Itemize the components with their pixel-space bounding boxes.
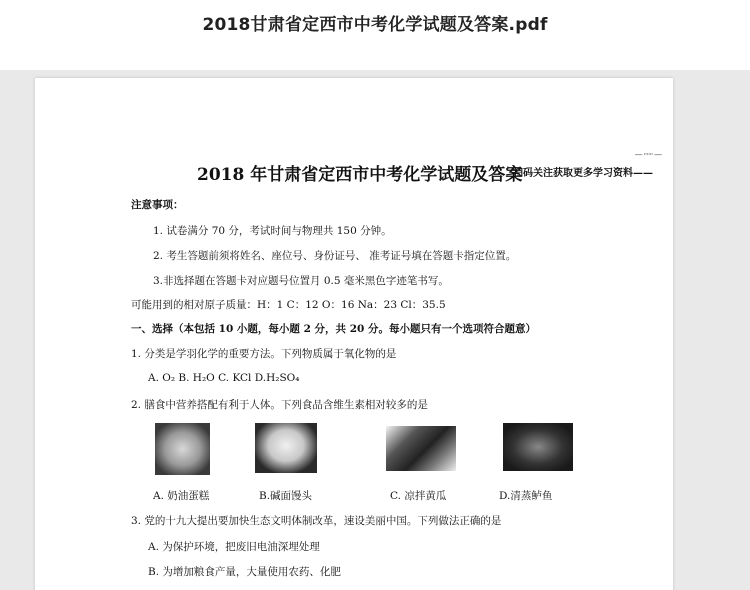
- notice-item: 2. 考生答题前须将姓名、座位号、身份证号、 准考证号填在答题卡指定位置。: [153, 250, 517, 262]
- question-2-stem: 2. 膳食中营养搭配有利于人体。下列食品含维生素相对较多的是: [131, 399, 428, 411]
- page-title: 2018 年甘肃省定西市中考化学试题及答案: [197, 165, 523, 185]
- steamed-bun-image: [255, 423, 317, 473]
- question-1-stem: 1. 分类是学羽化学的重要方法。下列物质属于氧化物的是: [131, 348, 397, 360]
- fish-image: [503, 423, 573, 471]
- question-2-option-a: A. 奶油蛋糕: [153, 490, 210, 502]
- cake-image: [155, 423, 210, 475]
- question-3-option-a: A. 为保护环境，把废旧电油深埋处理: [148, 541, 320, 553]
- question-2-option-b: B.碱面馒头: [259, 490, 313, 502]
- notice-item: 1. 试卷满分 70 分，考试时间与物理共 150 分钟。: [153, 225, 392, 237]
- cucumber-image: [386, 426, 456, 471]
- qr-note: 扫码关注获取更多学习资料——: [513, 168, 653, 179]
- viewer-header: [0, 0, 750, 70]
- notice-heading: 注意事项：: [131, 199, 184, 211]
- question-2-option-c: C. 凉拌黄瓜: [390, 490, 447, 502]
- question-3-stem: 3. 党的十九大提出要加快生态文明体制改革，速设美丽中国。下列做法正确的是: [131, 515, 502, 527]
- question-1-options: A. O₂ B. H₂O C. KCl D.H₂SO₄: [148, 372, 300, 384]
- file-title: 2018甘肃省定西市中考化学试题及答案.pdf: [202, 15, 548, 35]
- header-mark: — ······ —: [634, 150, 661, 159]
- atomic-mass-line: 可能用到的相对原子质量：H：1 C：12 O：16 Na：23 Cl：35.5: [131, 299, 446, 311]
- question-3-option-b: B. 为增加粮食产量，大量使用农药、化肥: [148, 566, 341, 578]
- pdf-viewer-area[interactable]: [0, 70, 750, 590]
- pdf-page: [35, 78, 673, 590]
- section-heading: 一、选择（本包括 10 小题，每小题 2 分，共 20 分。每小题只有一个选项符合题意）: [131, 323, 536, 335]
- question-2-option-d: D.清蒸鲈鱼: [499, 490, 553, 502]
- notice-item: 3.非选择题在答题卡对应题号位置月 0.5 毫米黑色字迹笔书写。: [153, 275, 449, 287]
